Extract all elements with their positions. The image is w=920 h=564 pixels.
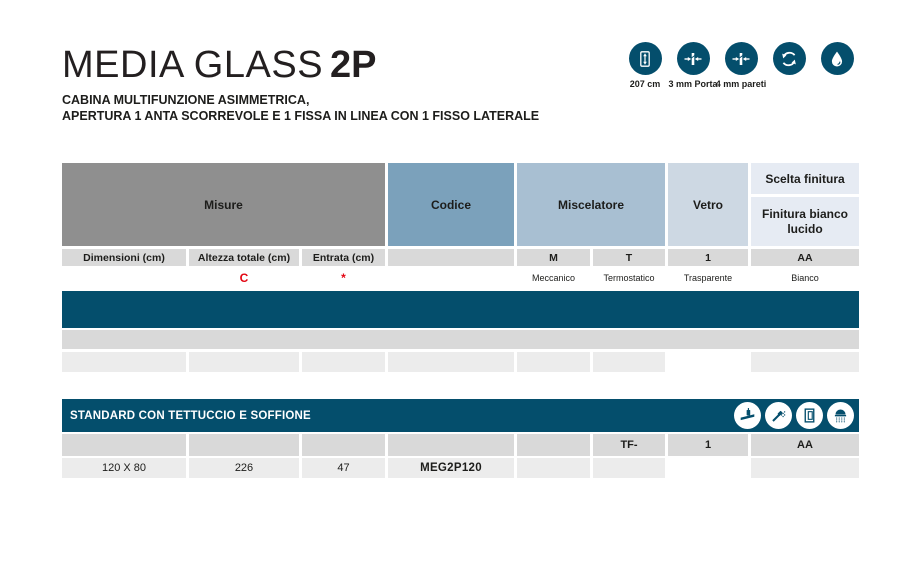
badge-reversible	[772, 42, 806, 89]
empty-cell	[62, 352, 186, 372]
product-row	[62, 458, 859, 478]
empty-cell	[751, 352, 859, 372]
section-band	[62, 399, 859, 432]
product-name: MEDIA GLASS	[62, 44, 324, 86]
empty-cell	[751, 458, 859, 478]
reversible-installation-icon	[773, 42, 806, 75]
product-altezza: 226	[189, 458, 299, 478]
feature-badges	[628, 42, 854, 89]
empty-cell	[302, 352, 385, 372]
empty-cell	[593, 458, 665, 478]
col-dimensioni: Dimensioni (cm)	[62, 249, 186, 266]
divider-band-gray	[62, 330, 859, 349]
empty-cell	[668, 458, 748, 478]
note-trasparente: Trasparente	[683, 273, 733, 283]
description-line-2: APERTURA 1 ANTA SCORREVOLE E 1 FISSA IN LINEA CON 1 FISSO LATERALE	[62, 108, 540, 123]
note-entrata: *	[341, 271, 346, 285]
group-miscelatore: Miscelatore	[517, 163, 665, 246]
divider-band-dark	[62, 291, 859, 328]
option-finitura-code: AA	[751, 434, 859, 456]
empty-cell	[517, 434, 590, 456]
cabin-icon	[796, 402, 823, 429]
badge-door-glass	[668, 42, 718, 89]
col-altezza: Altezza totale (cm)	[189, 249, 299, 266]
empty-cell	[189, 352, 299, 372]
section-icons	[734, 402, 859, 429]
group-misure: Misure	[62, 163, 385, 246]
badge-height-label: 207 cm	[629, 79, 661, 89]
option-row	[62, 434, 859, 456]
product-entrata: 47	[302, 458, 385, 478]
section-title: STANDARD CON TETTUCCIO E SOFFIONE	[70, 409, 311, 422]
description-line-1: CABINA MULTIFUNZIONE ASIMMETRICA,	[62, 93, 310, 107]
water-drop-icon	[821, 42, 854, 75]
product-description	[62, 93, 539, 124]
option-vetro-code: 1	[668, 434, 748, 456]
shelf-icon	[734, 402, 761, 429]
empty-cell	[302, 434, 385, 456]
empty-cell	[668, 352, 748, 372]
product-codice: MEG2P120	[388, 458, 514, 478]
col-vetro-1: 1	[668, 249, 748, 266]
group-scelta-finitura: Scelta finitura	[751, 163, 859, 194]
col-codice-empty	[388, 249, 514, 266]
product-model: 2P	[330, 44, 377, 86]
group-header-row	[62, 163, 859, 246]
hand-shower-icon	[765, 402, 792, 429]
header	[62, 46, 539, 124]
note-empty-1	[62, 266, 186, 290]
col-m: M	[517, 249, 590, 266]
badge-door-glass-label: 3 mm Porta	[668, 79, 718, 89]
group-codice: Codice	[388, 163, 514, 246]
note-bianco: Bianco	[791, 273, 819, 283]
col-t: T	[593, 249, 665, 266]
option-t-code: TF-	[593, 434, 665, 456]
note-altezza: C	[239, 271, 249, 285]
empty-cells-row	[62, 352, 859, 372]
empty-cell	[62, 434, 186, 456]
note-meccanico: Meccanico	[531, 273, 576, 283]
group-vetro: Vetro	[668, 163, 748, 246]
empty-cell	[388, 434, 514, 456]
cabin-height-icon	[629, 42, 662, 75]
col-aa: AA	[751, 249, 859, 266]
badge-water	[820, 42, 854, 89]
badge-height	[628, 42, 662, 89]
product-dimensioni: 120 X 80	[62, 458, 186, 478]
note-empty-2	[388, 266, 514, 290]
empty-cell	[517, 352, 590, 372]
group-finitura-dettaglio: Finitura bianco lucido	[751, 197, 859, 246]
note-termostatico: Termostatico	[603, 273, 655, 283]
empty-cell	[593, 352, 665, 372]
wall-glass-thickness-icon	[725, 42, 758, 75]
shower-head-icon	[827, 402, 854, 429]
spec-table	[62, 163, 859, 478]
empty-cell	[388, 352, 514, 372]
empty-cell	[189, 434, 299, 456]
page-title	[62, 46, 539, 84]
badge-wall-glass	[715, 42, 767, 89]
door-glass-thickness-icon	[677, 42, 710, 75]
empty-cell	[517, 458, 590, 478]
subheader-row	[62, 249, 859, 266]
badge-wall-glass-label: 4 mm pareti	[715, 79, 767, 89]
group-finitura-stack	[751, 163, 859, 246]
notes-row	[62, 266, 859, 290]
col-entrata: Entrata (cm)	[302, 249, 385, 266]
